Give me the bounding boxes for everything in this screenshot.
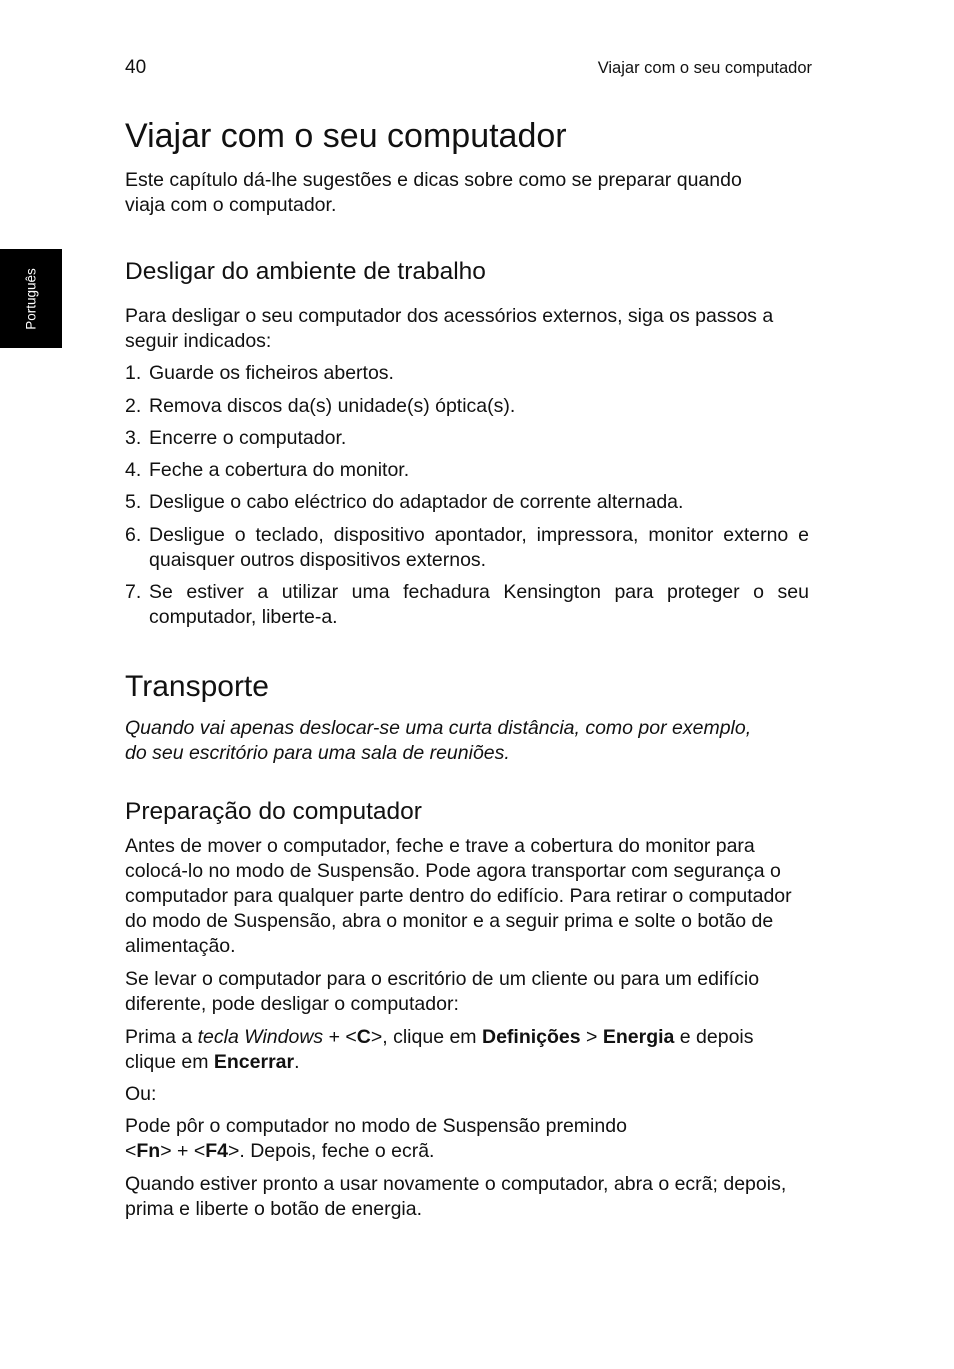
list-item-text: Guarde os ficheiros abertos. [149,362,394,384]
language-side-tab [0,249,62,348]
text-run: > + < [160,1140,206,1162]
list-item [125,361,809,386]
text-run: > [580,1026,603,1048]
paragraph-or: Ou: [125,1083,157,1105]
list-item-text: Remova discos da(s) unidade(s) óptica(s). [149,395,516,417]
list-item [125,580,809,630]
list-item [125,490,809,515]
list-item [125,458,809,483]
section-title-disconnect: Desligar do ambiente de trabalho [125,258,486,285]
running-header: Viajar com o seu computador [597,59,812,77]
paragraph-resume: Quando estiver pronto a usar novamente o computador, abra o ecrã; depois, prima e liberte o botão de energia. [125,1173,787,1220]
text-run: . [294,1051,300,1073]
list-item [125,394,809,419]
text-run: >. Depois, feche o ecrã. [227,1140,435,1162]
key-fn-text: Fn [136,1140,161,1162]
key-f4-text: F4 [205,1140,228,1162]
text-run: + < [323,1026,357,1048]
list-item-text: Desligue o cabo eléctrico do adaptador de corrente alternada. [149,491,684,513]
section-intro-disconnect: Para desligar o seu computador dos acessórios externos, siga os passos a seguir indicados: [125,305,774,352]
windows-key-text: tecla Windows [197,1026,324,1048]
list-item-number: 4. [125,459,142,481]
shutdown-text: Encerrar [213,1051,295,1073]
page-number: 40 [125,57,147,78]
paragraph-sleep-shortcut [125,1114,809,1164]
language-tab-label: Português [23,268,39,330]
list-item-number: 5. [125,491,142,513]
list-item-number: 3. [125,427,142,449]
text-run: Prima a [125,1026,198,1048]
chapter-title: Viajar com o seu computador [125,117,567,155]
list-item-text: Desligue o teclado, dispositivo apontador, impressora, monitor externo e quaisquer outros dispositivos externos. [149,524,809,571]
key-c-text: C [356,1026,371,1048]
text-run: >, clique em [370,1026,482,1048]
section-title-transport: Transporte [125,670,269,703]
list-item [125,523,809,573]
list-item-text: Encerre o computador. [149,427,347,449]
transport-intro: Quando vai apenas deslocar-se uma curta distância, como por exemplo, do seu escritório para uma sala de reuniões. [125,717,752,764]
power-text: Energia [602,1026,675,1048]
preparation-paragraph: Antes de mover o computador, feche e trave a cobertura do monitor para colocá-lo no modo de Suspensão. Pode agora transportar com segurança o computador para qualquer parte dentro do edifício. Para retirar o computador do modo de Suspensão, abra o monitor e a seguir prima e solte o botão de alimentação. [125,835,792,957]
settings-text: Definições [481,1026,581,1048]
list-item-text: Feche a cobertura do monitor. [149,459,410,481]
subsection-title-preparation: Preparação do computador [125,798,422,825]
text-run: < [125,1140,137,1162]
paragraph-shutdown-instructions [125,1025,785,1075]
text-run: Pode pôr o computador no modo de Suspensão premindo [125,1115,627,1137]
chapter-intro: Este capítulo dá-lhe sugestões e dicas sobre como se preparar quando viaja com o computador. [125,169,742,216]
list-item-number: 7. [125,581,142,603]
text-run: e depois clique em [125,1026,754,1073]
paragraph-client-office: Se levar o computador para o escritório de um cliente ou para um edifício diferente, pode desligar o computador: [125,968,760,1015]
list-item-number: 1. [125,362,142,384]
list-item-text: Se estiver a utilizar uma fechadura Kensington para proteger o seu computador, liberte-a. [149,581,809,628]
list-item-number: 6. [125,524,142,546]
list-item [125,426,809,451]
list-item-number: 2. [125,395,142,417]
